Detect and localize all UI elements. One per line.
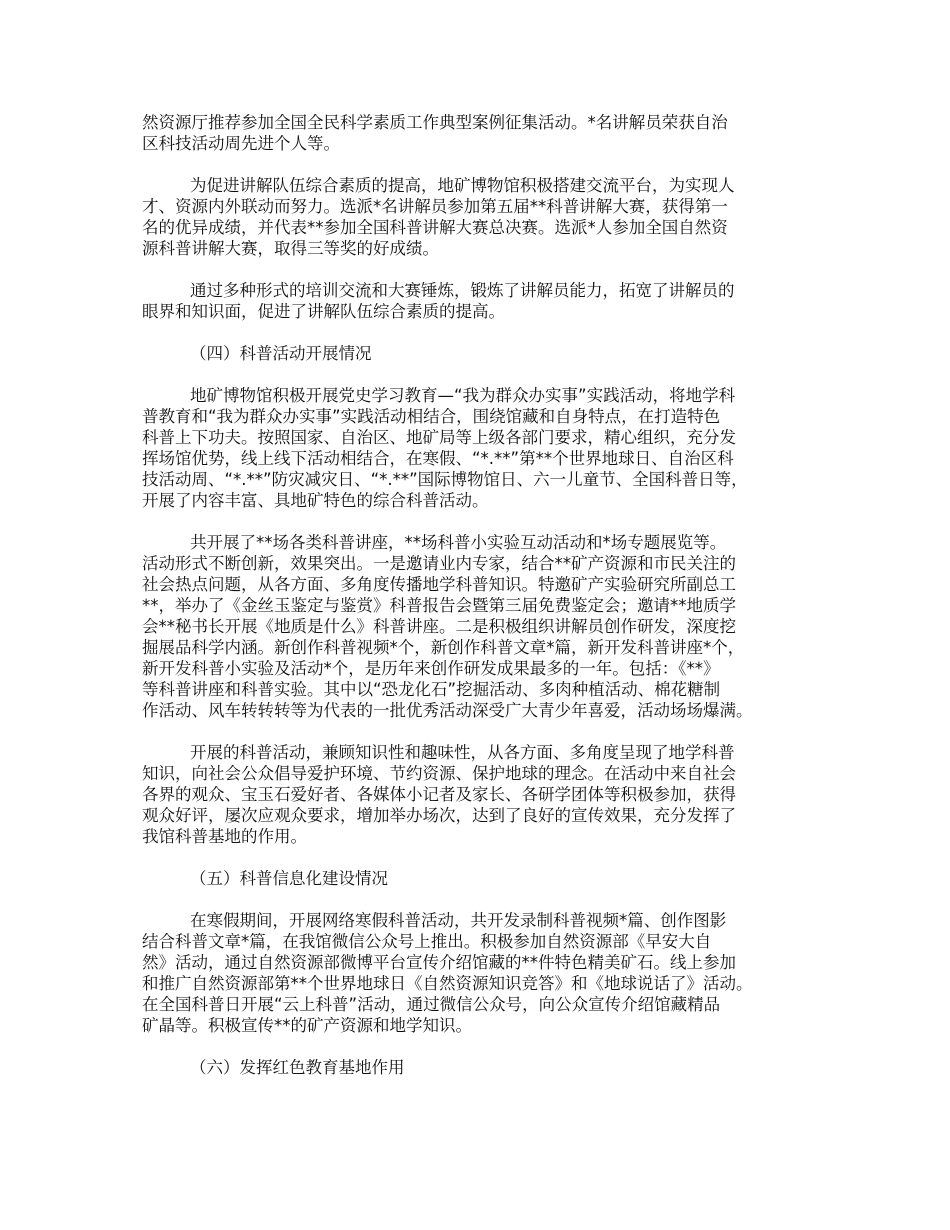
text-line: 源科普讲解大赛，取得三等奖的好成绩。	[142, 239, 439, 258]
text-line: 知识，向社会公众倡导爱护环境、节约资源、保护地球的理念。在活动中来自社会	[142, 764, 736, 783]
text-line: 技活动周、“*.**”防灾减灾日、“*.**”国际博物馆日、六一儿童节、全国科普日等，	[142, 470, 748, 489]
text-line: 挥场馆优势，线上线下活动相结合，在寒假、“*.**”第**个世界地球日、自治区科	[142, 449, 734, 468]
paragraph-first-line: 通过多种形式的培训交流和大赛锤炼，锻炼了讲解员能力，拓宽了讲解员的	[190, 281, 735, 300]
text-line: 作活动、风车转转转等为代表的一批优秀活动深受广大青少年喜爱，活动场场爆满。	[142, 701, 753, 720]
text-line: 和推广自然资源部第**个世界地球日《自然资源知识竞答》和《地球说话了》活动。	[142, 974, 753, 993]
text-line: 然资源厅推荐参加全国全民科学素质工作典型案例征集活动。*名讲解员荣获自治	[142, 113, 728, 132]
text-line: 区科技活动周先进个人等。	[142, 134, 340, 153]
text-line: 眼界和知识面，促进了讲解队伍综合素质的提高。	[142, 302, 505, 321]
paragraph-first-line: 地矿博物馆积极开展党史学习教育—“我为群众办实事”实践活动，将地学科	[190, 386, 736, 405]
text-line: 等科普讲座和科普实验。其中以“恐龙化石”挖掘活动、多肉种植活动、棉花糖制	[142, 680, 721, 699]
text-line: 各界的观众、宝玉石爱好者、各媒体小记者及家长、各研学团体等积极参加，获得	[142, 785, 736, 804]
paragraph-first-line: 为促进讲解队伍综合素质的提高，地矿博物馆积极搭建交流平台，为实现人	[190, 176, 735, 195]
text-line: 掘展品科学内涵。新创作科普视频*个，新创作科普文章*篇，新开发科普讲座*个，	[142, 638, 745, 657]
text-line: 在全国科普日开展“云上科普”活动，通过微信公众号，向公众宣传介绍馆藏精品	[142, 995, 721, 1014]
section-heading: （五）科普信息化建设情况	[190, 869, 388, 888]
text-line: 开展了内容丰富、具地矿特色的综合科普活动。	[142, 491, 489, 510]
text-line: 新开发科普小实验及活动*个，是历年来创作研发成果最多的一年。包括：《**》	[142, 659, 720, 678]
text-line: 矿晶等。积极宣传**的矿产资源和地学知识。	[142, 1016, 472, 1035]
paragraph-first-line: 在寒假期间，开展网络寒假科普活动，共开发录制科普视频*篇、创作图影	[190, 911, 727, 930]
text-line: 才、资源内外联动而努力。选派*名讲解员参加第五届**科普讲解大赛，获得第一	[142, 197, 728, 216]
section-heading: （六）发挥红色教育基地作用	[190, 1058, 405, 1077]
text-line: 社会热点问题，从各方面、多角度传播地学科普知识。特邀矿产实验研究所副总工	[142, 575, 736, 594]
text-line: 我馆科普基地的作用。	[142, 827, 307, 846]
text-line: 科普上下功夫。按照国家、自治区、地矿局等上级各部门要求，精心组织，充分发	[142, 428, 736, 447]
text-line: 结合科普文章*篇，在我馆微信公众号上推出。积极参加自然资源部《早安大自	[142, 932, 712, 951]
text-line: 活动形式不断创新，效果突出。一是邀请业内专家，结合**矿产资源和市民关注的	[142, 554, 736, 573]
text-line: 会**秘书长开展《地质是什么》科普讲座。二是积极组织讲解员创作研发，深度挖	[142, 617, 736, 636]
text-line: 观众好评，屡次应观众要求，增加举办场次，达到了良好的宣传效果，充分发挥了	[142, 806, 736, 825]
text-line: **，举办了《金丝玉鉴定与鉴赏》科普报告会暨第三届免费鉴定会；邀请**地质学	[142, 596, 736, 615]
section-heading: （四）科普活动开展情况	[190, 344, 372, 363]
paragraph-first-line: 共开展了**场各类科普讲座，**场科普小实验互动活动和*场专题展览等。	[190, 533, 727, 552]
text-line: 然》活动，通过自然资源部微博平台宣传介绍馆藏的**件特色精美矿石。线上参加	[142, 953, 736, 972]
paragraph-first-line: 开展的科普活动，兼顾知识性和趣味性，从各方面、多角度呈现了地学科普	[190, 743, 735, 762]
text-line: 普教育和“我为群众办实事”实践活动相结合，围绕馆藏和自身特点，在打造特色	[142, 407, 721, 426]
text-line: 名的优异成绩，并代表**参加全国科普讲解大赛总决赛。选派*人参加全国自然资	[142, 218, 728, 237]
